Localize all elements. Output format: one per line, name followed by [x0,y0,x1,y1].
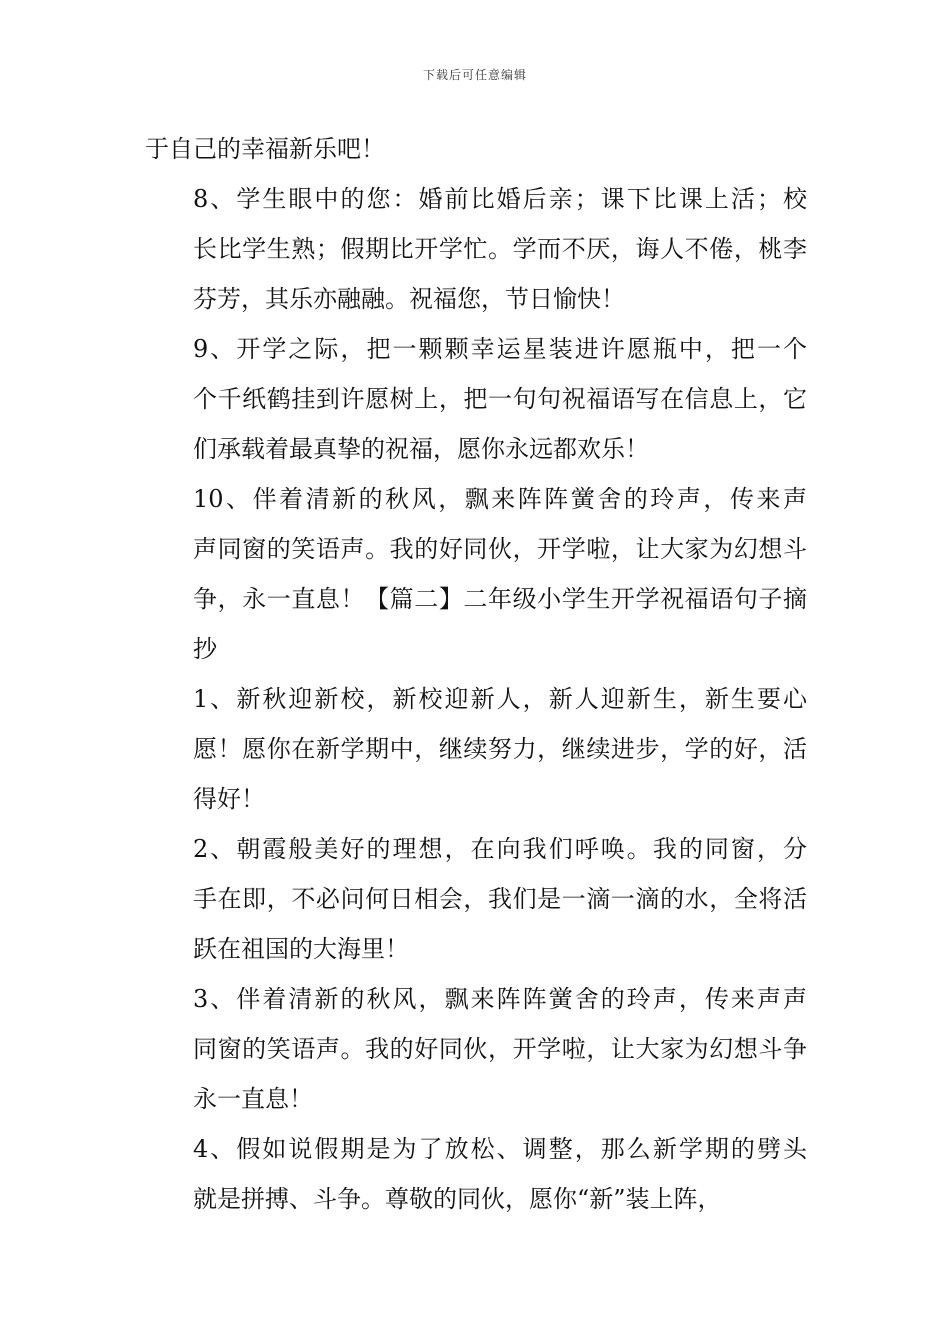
page-header: 下载后可任意编辑 [422,68,527,82]
paragraph [145,124,807,174]
paragraph [145,1124,807,1224]
text-line: 得好！ [193,785,265,813]
paragraph [145,974,807,1124]
paragraph [145,674,807,824]
text-line: 于自己的幸福新乐吧！ [145,135,385,163]
text-line: 3、伴着清新的秋风，飘来阵阵黉舍的玲声，传来声声 [193,985,807,1013]
text-line: 8、学生眼中的您：婚前比婚后亲；课下比课上活；校 [193,185,807,213]
paragraph [145,474,807,674]
text-line: 9、开学之际，把一颗颗幸运星装进许愿瓶中，把一个 [193,335,807,363]
paragraph [145,824,807,974]
text-line: 2、朝霞般美好的理想，在向我们呼唤。我的同窗，分 [193,835,807,863]
text-line: 1、新秋迎新校，新校迎新人，新人迎新生，新生要心 [193,685,807,713]
text-line: 永一直息！ [193,1085,313,1113]
text-line: 抄 [193,635,217,663]
text-line: 争，永一直息！【篇二】二年级小学生开学祝福语句子摘 [193,585,807,613]
text-line: 4、假如说假期是为了放松、调整，那么新学期的劈头 [193,1135,807,1163]
text-line: 手在即，不必问何日相会，我们是一滴一滴的水，全将活 [193,885,807,913]
text-line: 就是拼搏、斗争。尊敬的同伙，愿你“新”装上阵， [193,1185,722,1213]
text-line: 愿！愿你在新学期中，继续努力，继续进步，学的好，活 [193,735,807,763]
text-line: 们承载着最真挚的祝福，愿你永远都欢乐！ [193,435,649,463]
text-line: 个千纸鹤挂到许愿树上，把一句句祝福语写在信息上，它 [193,385,807,413]
paragraph [145,324,807,474]
text-line: 长比学生熟；假期比开学忙。学而不厌，诲人不倦，桃李 [193,235,807,263]
document-body [145,124,807,1224]
text-line: 同窗的笑语声。我的好同伙，开学啦，让大家为幻想斗争 [193,1035,807,1063]
paragraph [145,174,807,324]
text-line: 10、伴着清新的秋风，飘来阵阵黉舍的玲声，传来声 [193,485,807,513]
text-line: 声同窗的笑语声。我的好同伙，开学啦，让大家为幻想斗 [193,535,807,563]
text-line: 跃在祖国的大海里！ [193,935,409,963]
text-line: 芬芳，其乐亦融融。祝福您，节日愉快！ [193,285,625,313]
